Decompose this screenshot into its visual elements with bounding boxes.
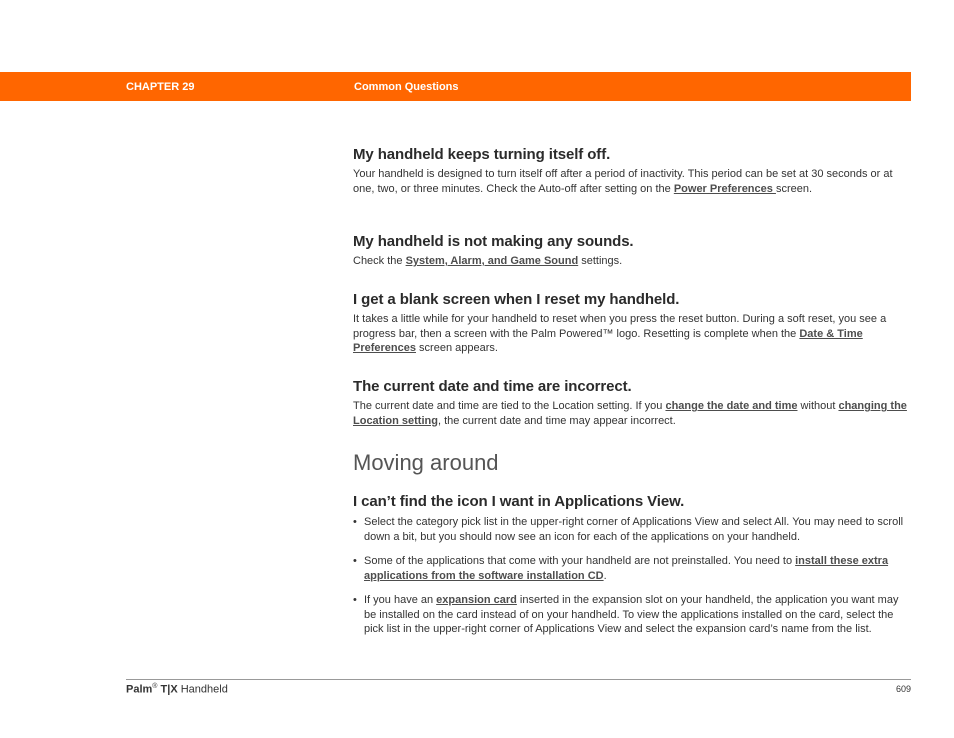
- question-blank-screen: [353, 291, 913, 356]
- change-date-time-link[interactable]: change the date and time: [665, 400, 798, 412]
- bullet-icon: •: [353, 516, 357, 528]
- question-heading: I can’t find the icon I want in Applications View.: [353, 493, 685, 510]
- section-title: Moving around: [353, 450, 499, 475]
- list-item: • Select the category pick list in the upper-right corner of Applications View and select All. You may need to scroll down a bit, but you should now see an icon for each of the applications on your handheld.: [353, 516, 904, 543]
- answer-bullet-list: [353, 515, 913, 637]
- question-heading: The current date and time are incorrect.: [353, 378, 632, 395]
- question-heading: My handheld keeps turning itself off.: [353, 146, 611, 163]
- changing-location-setting-link[interactable]: changing the Location setting: [353, 400, 907, 427]
- question-heading: I get a blank screen when I reset my handheld.: [353, 291, 680, 308]
- power-preferences-link[interactable]: Power Preferences: [673, 182, 776, 195]
- install-extra-applications-link[interactable]: install these extra applications from the software installation CD: [364, 555, 889, 582]
- chapter-number: CHAPTER 29: [126, 81, 195, 93]
- question-date-time: [353, 378, 913, 428]
- date-time-preferences-link[interactable]: Date & Time Preferences: [353, 327, 863, 354]
- section-moving-around: [353, 450, 913, 476]
- system-alarm-game-sound-link[interactable]: System, Alarm, and Game Sound: [405, 255, 579, 267]
- footer-product-name: Palm® T|X Handheld: [126, 683, 228, 696]
- answer-text: It takes a little while for your handheld to reset when you press the reset button. During a soft reset, you see a progress bar, then a screen with the Palm Powered™ logo. Resetting is complete when the Date & Time Preferences screen appears.: [353, 313, 887, 354]
- chapter-header-bar: [0, 72, 911, 101]
- bullet-icon: •: [353, 594, 357, 606]
- question-find-icon: [353, 493, 913, 647]
- page-number: 609: [895, 684, 911, 694]
- expansion-card-link[interactable]: expansion card: [436, 594, 517, 606]
- chapter-title: Common Questions: [354, 81, 459, 93]
- list-item: • If you have an expansion card inserted in the expansion slot on your handheld, the application you want may be installed on the card instead of on your handheld. To view the applications installed on the card, select the pick list in the upper-right corner of Applications View and select the expansion card’s name from the list.: [353, 594, 899, 635]
- question-no-sounds: [353, 233, 913, 269]
- list-item: • Some of the applications that come with your handheld are not preinstalled. You need to install these extra applications from the software installation CD.: [353, 555, 889, 582]
- answer-text: The current date and time are tied to the Location setting. If you change the date and time without changing the Location setting, the current date and time may appear incorrect.: [353, 400, 907, 427]
- bullet-icon: •: [353, 555, 357, 567]
- answer-text: Your handheld is designed to turn itself off after a period of inactivity. This period can be set at 30 seconds or at one, two, or three minutes. Check the Auto-off after setting on the Power Preferences screen.: [353, 168, 893, 195]
- question-auto-off: [353, 146, 913, 196]
- answer-text: Check the System, Alarm, and Game Sound settings.: [353, 255, 623, 267]
- footer-divider: [126, 679, 911, 680]
- question-heading: My handheld is not making any sounds.: [353, 233, 634, 250]
